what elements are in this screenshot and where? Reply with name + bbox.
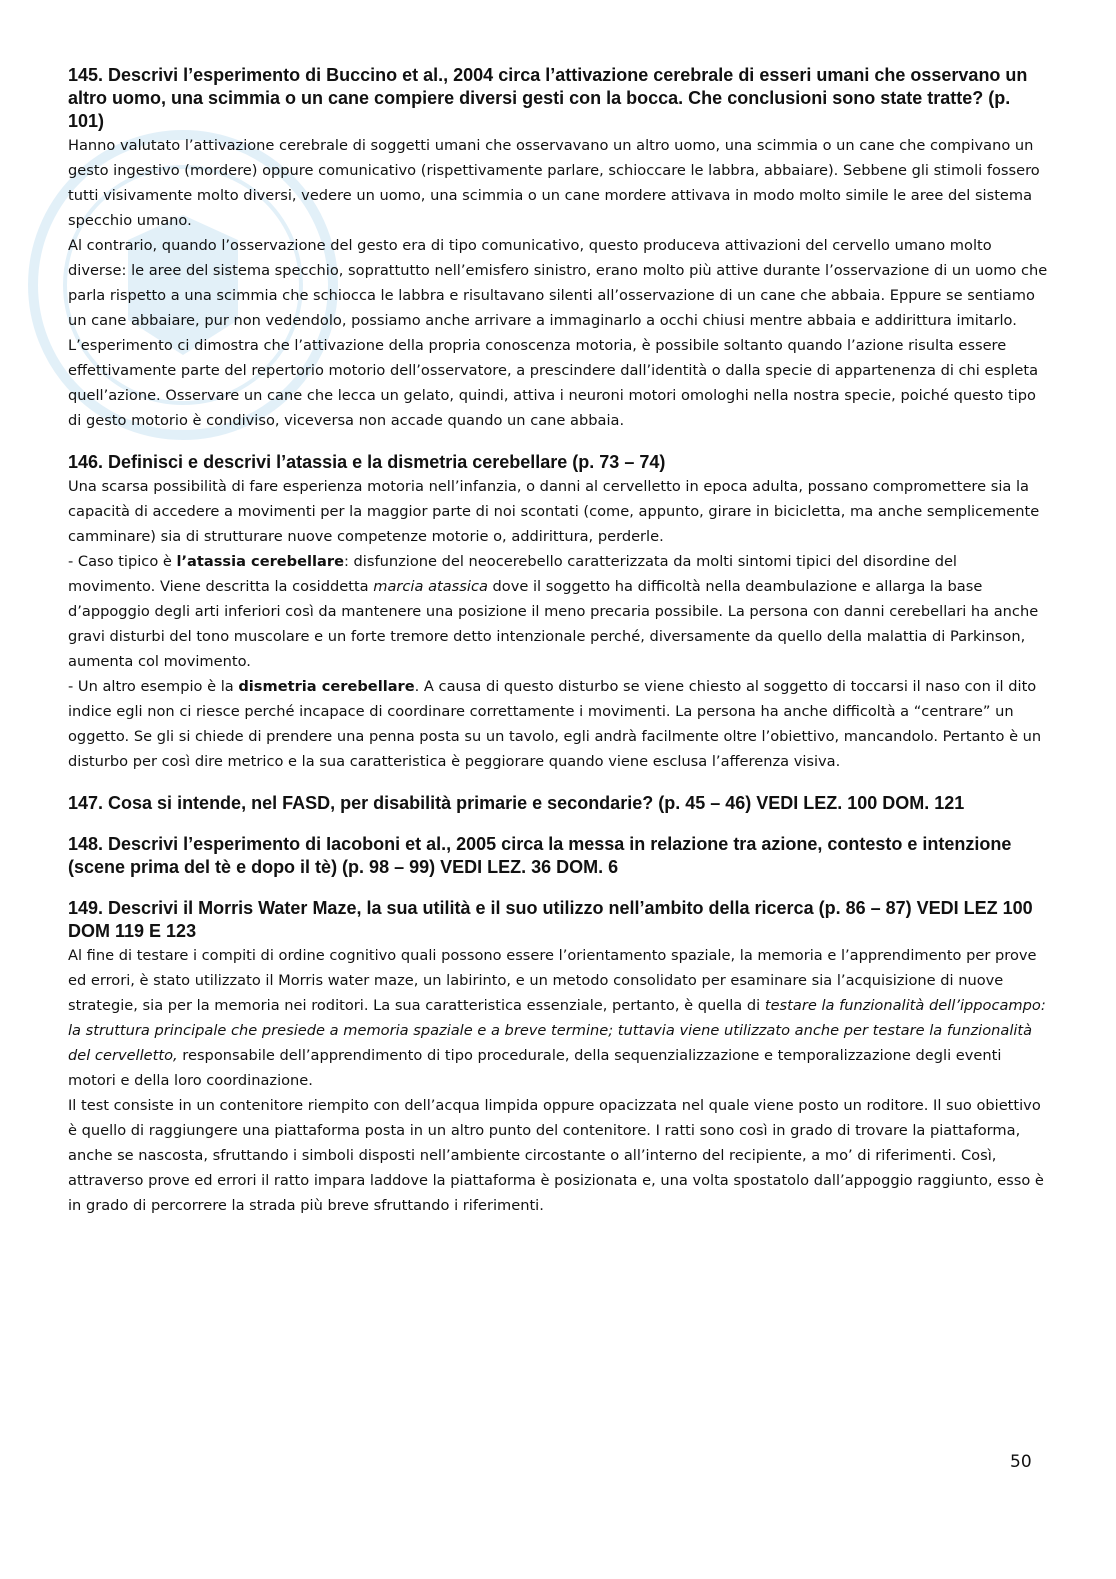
italic-term: marcia atassica (373, 578, 488, 595)
bold-term: l’atassia cerebellare (176, 553, 344, 570)
text-run: - Caso tipico è (68, 553, 177, 570)
answer-paragraph: L’esperimento ci dimostra che l’attivazione della propria conoscenza motoria, è possibile soltanto quando l’azione risulta essere effettivamente parte del repertorio motorio dell’osservatore, a prescindere dall’identità o dalla specie di appartenenza di chi espleta quell’azione. Osservare un cane che lecca un gelato, quindi, attiva i neuroni motori omologhi nella nostra specie, poiché questo tipo di gesto motorio è condiviso, viceversa non accade quando un cane abbaia. (68, 337, 1039, 429)
text-run: dove il soggetto ha difficoltà nella deambulazione e allarga la base d’appoggio degli arti inferiori così da mantenere una posizione il meno precaria possibile. La persona con danni cerebellari ha anche gravi disturbi del tono muscolare e un forte tremore detto intenzionale perché, diversamente da quello della malattia di Parkinson, aumenta col movimento. (68, 578, 1039, 670)
page-number: 50 (1010, 1452, 1032, 1472)
answer-paragraph (68, 674, 1048, 774)
question-heading: 146. Definisci e descrivi l’atassia e la dismetria cerebellare (p. 73 – 74) (68, 452, 666, 472)
answer-paragraph: Una scarsa possibilità di fare esperienza motoria nell’infanzia, o danni al cervelletto in epoca adulta, possano compromettere sia la capacità di accedere a movimenti per la maggior parte di noi scontati (come, appunto, girare in bicicletta, ma anche semplicemente camminare) sia di strutturare nuove competenze motorie o, addirittura, perderle. (68, 478, 1040, 545)
answer-paragraph (68, 943, 1048, 1093)
text-run: Al fine di testare i compiti di ordine cognitivo quali possono essere l’orientamento spaziale, la memoria e l’apprendimento per prove ed errori, è stato utilizzato il Morris water maze, un labirinto, e un metodo consolidato per esaminare sia l’acquisizione di nuove strategie, sia per la memoria nei roditori. La sua caratteristica essenziale, pertanto, è quella di (68, 947, 1037, 1014)
question-heading: 149. Descrivi il Morris Water Maze, la sua utilità e il suo utilizzo nell’ambito della ricerca (p. 86 – 87) VEDI LEZ 100 DOM 119 E 123 (68, 898, 1033, 941)
answer-paragraph: Il test consiste in un contenitore riempito con dell’acqua limpida oppure opacizzata nel quale viene posto un roditore. Il suo obiettivo è quello di raggiungere una piattaforma posta in un altro punto del contenitore. I ratti sono così in grado di trovare la piattaforma, anche se nascosta, sfruttando i simboli disposti nell’ambiente circostante o all’interno del recipiente, a mo’ di riferimenti. Così, attraverso prove ed errori il ratto impara laddove la piattaforma è posizionata e, una volta spostatolo dall’appoggio raggiunto, esso è in grado di percorrere la strada più breve sfruttando i riferimenti. (68, 1097, 1044, 1214)
question-146 (68, 451, 1048, 774)
answer-paragraph (68, 549, 1048, 674)
text-run: responsabile dell’apprendimento di tipo procedurale, della sequenzializzazione e temporalizzazione degli eventi motori e della loro coordinazione. (68, 1047, 1002, 1089)
text-run: : disfunzione del neocerebello caratterizzata da molti sintomi tipici del disordine del movimento. Viene descritta la cosiddetta (68, 553, 957, 595)
answer-paragraph: Hanno valutato l’attivazione cerebrale di soggetti umani che osservavano un altro uomo, una scimmia o un cane che compivano un gesto ingestivo (mordere) oppure comunicativo (rispettivamente parlare, schioccare le labbra, abbaiare). Sebbene gli stimoli fossero tutti visivamente molto diversi, vedere un uomo, una scimmia o un cane mordere attivava in modo molto simile le aree del sistema specchio umano. (68, 137, 1040, 229)
question-heading: 148. Descrivi l’esperimento di Iacoboni et al., 2005 circa la messa in relazione tra azione, contesto e intenzione (scene prima del tè e dopo il tè) (p. 98 – 99) VEDI LEZ. 36 DOM. 6 (68, 834, 1012, 877)
question-149 (68, 897, 1048, 1218)
text-run: . A causa di questo disturbo se viene chiesto al soggetto di toccarsi il naso con il dito indice egli non ci riesce perché incapace di coordinare correttamente i movimenti. La persona ha anche difficoltà a “centrare” un oggetto. Se gli si chiede di prendere una penna posta su un tavolo, egli andrà facilmente oltre l’obiettivo, mancandolo. Pertanto è un disturbo per così dire metrico e la sua caratteristica è peggiorare quando viene esclusa l’afferenza visiva. (68, 678, 1042, 770)
bold-term: dismetria cerebellare (238, 678, 415, 695)
document-page (68, 64, 1048, 1236)
answer-paragraph: Al contrario, quando l’osservazione del gesto era di tipo comunicativo, questo produceva attivazioni del cervello umano molto diverse: le aree del sistema specchio, soprattutto nell’emisfero sinistro, erano molto più attive durante l’osservazione di un uomo che parla rispetto a una scimmia che schiocca le labbra e risultavano silenti all’osservazione di un cane che abbaia. Eppure se sentiamo un cane abbaiare, pur non vedendolo, possiamo anche arrivare a immaginarlo a occhi chiusi mentre abbaia e addirittura imitarlo. (68, 237, 1048, 329)
question-heading: 147. Cosa si intende, nel FASD, per disabilità primarie e secondarie? (p. 45 – 46) VEDI LEZ. 100 DOM. 121 (68, 793, 965, 813)
question-heading: 145. Descrivi l’esperimento di Buccino et al., 2004 circa l’attivazione cerebrale di esseri umani che osservano un altro uomo, una scimmia o un cane compiere diversi gesti con la bocca. Che conclusioni sono state tratte? (p. 101) (68, 65, 1028, 131)
question-145 (68, 64, 1048, 433)
text-run: - Un altro esempio è la (68, 678, 239, 695)
question-147 (68, 792, 1048, 815)
question-148 (68, 833, 1048, 879)
italic-term: testare la funzionalità dell’ippocampo: la struttura principale che presiede a memoria spaziale e a breve termine; tuttavia viene utilizzato anche per testare la funzionalità del cervelletto, (68, 997, 1046, 1064)
